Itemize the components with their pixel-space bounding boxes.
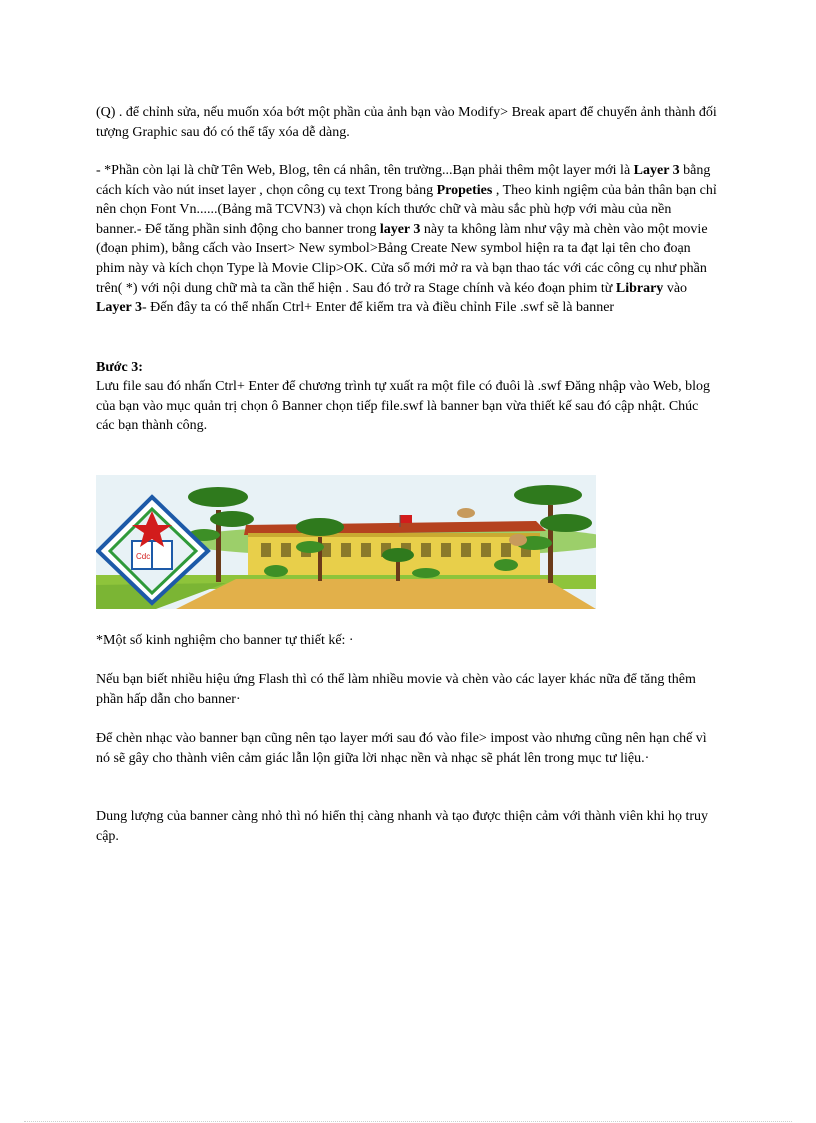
text-run: vào	[663, 280, 688, 296]
school-banner-illustration	[96, 475, 596, 609]
bold-propeties: Propeties	[436, 182, 493, 198]
bold-layer-3-end: Layer 3	[96, 300, 143, 316]
bird	[457, 508, 475, 518]
flag	[400, 515, 412, 523]
svg-text:Cdc: Cdc	[136, 552, 151, 561]
school-building	[244, 515, 546, 581]
page-bottom-rule	[24, 1121, 792, 1122]
paragraph-tip-music: Để chèn nhạc vào banner bạn cũng nên tạo layer mới sau đó vào file> impost vào nhưng cũng nên hạn chế vì nó sẽ gây cho thành viên cảm giác lẫn lộn giữa lời nhạc nền và nhạc sẽ phát lên trong mục tư liệu.·	[96, 731, 707, 766]
text-run: này ta không làm như vậy mà chèn vào một movie (đoạn phim), bằng cấch vào Insert> New symbol>Bảng Create New symbol hiện ra ta đạt lại tên cho đoạn phim này và kích chọn Type là Movie Clip>OK. Cửa sổ mới mở ra và bạn thao tác với các công cụ như phần trên( *) với nội dung chữ mà ta cần thể hiện . Sau đó trở ra Stage chính và kéo đoạn phim từ	[96, 221, 708, 296]
bold-layer-3-lower: layer 3	[379, 221, 421, 237]
paragraph-tip-effects: Nếu bạn biết nhiều hiệu ứng Flash thì có thể làm nhiều movie và chèn vào các layer khác nữa để tăng thêm phần hấp dẫn cho banner·	[96, 672, 696, 707]
bold-layer-3: Layer 3	[633, 163, 680, 178]
paragraph-save-file: Lưu file sau đó nhấn Ctrl+ Enter để chương trình tự xuất ra một file có đuôi là .swf Đăng nhập vào Web, blog của bạn vào mục quản trị chọn ô Banner chọn tiếp file.swf là banner bạn vừa thiết kế sau đó cập nhật. Chúc các bạn thành công.	[96, 379, 711, 434]
bird	[509, 534, 527, 546]
paragraph-layer-3	[96, 161, 718, 318]
text-run: bằng cách kích vào nút inset layer , chọn công cụ text Trong bảng	[96, 163, 711, 198]
banner-image	[96, 475, 596, 609]
paragraph-tip-size: Dung lượng của banner càng nhỏ thì nó hiển thị càng nhanh và tạo được thiện cảm với thành viên khi họ truy cập.	[96, 809, 709, 844]
paragraph-break-apart: (Q) . để chỉnh sửa, nếu muốn xóa bớt một phần của ảnh bạn vào Modify> Break apart để chuyển ảnh thành đối tượng Graphic sau đó có thể tẩy xóa dễ dàng.	[96, 105, 717, 140]
text-run: - *Phần còn lại là chữ Tên Web, Blog, tên cá nhân, tên trường...Bạn phải thêm một layer mới là	[96, 163, 634, 178]
text-run: - Đến đây ta có thể nhấn Ctrl+ Enter để kiểm tra và điều chỉnh File .swf sẽ là banner	[142, 300, 615, 316]
text-run: , Theo kinh ngiệm của bản thân bạn chỉ nên chọn Font Vn......(Bảng mã TCVN3) và chọn kích thước chữ và màu sắc phù hợp với màu của nền banner.- Để tăng phần sinh động cho banner trong	[96, 182, 717, 237]
bold-library: Library	[615, 280, 664, 296]
paragraph-tips-title: *Một số kinh nghiệm cho banner tự thiết kế: ·	[96, 633, 354, 648]
heading-step-3: Bước 3:	[96, 360, 143, 375]
